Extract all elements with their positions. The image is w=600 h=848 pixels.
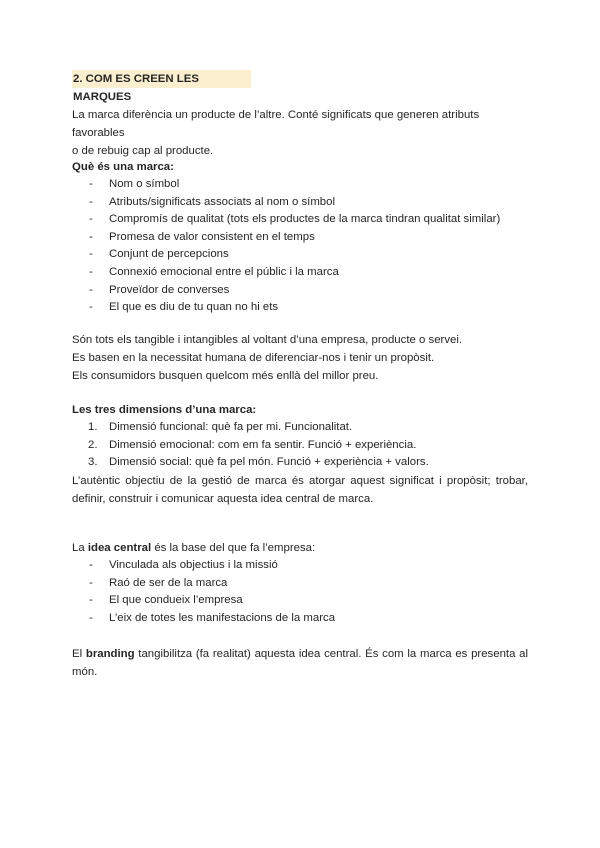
list-item: 1. Dimensió funcional: què fa per mi. Funcionalitat. — [88, 421, 353, 433]
dimensions-section — [72, 401, 528, 508]
list-item: - El que es diu de tu quan no hi ets — [89, 301, 279, 314]
branding-section — [72, 645, 528, 681]
what-is-title: Què és una marca: — [72, 161, 174, 173]
list-item: - Nom o símbol — [89, 178, 180, 190]
list-item: 3. Dimensió social: què fa pel món. Funció + experiència + valors. — [88, 456, 429, 469]
intro-paragraph — [72, 106, 528, 160]
what-is-list — [72, 176, 528, 317]
list-item: - Compromís de qualitat (tots els productes de la marca tindran qualitat similar) — [89, 213, 501, 226]
list-item: - L’eix de totes les manifestacions de la marca — [89, 611, 336, 624]
list-item: - Raó de ser de la marca — [89, 576, 228, 589]
list-item: - Conjunt de percepcions — [89, 248, 229, 261]
summary-line-2: Es basen en la necessitat humana de diferenciar-nos i tenir un propòsit. — [72, 352, 435, 364]
intro-line-1: La marca diferència un producte de l’altre. Conté significats que generen atributs favorables — [72, 109, 480, 139]
summary-line-1: Són tots els tangible i intangibles al voltant d’una empresa, producte o servei. — [72, 334, 463, 346]
list-item: - Proveïdor de converses — [89, 283, 230, 296]
list-item: - El que condueix l’empresa — [89, 594, 243, 607]
summary-paragraph — [72, 331, 528, 385]
summary-line-3: Els consumidors busquen quelcom més enllà del millor preu. — [72, 370, 379, 382]
what-is-section — [72, 158, 528, 317]
central-idea-list — [72, 557, 528, 627]
list-item: - Atributs/significats associats al nom o símbol — [89, 195, 336, 208]
list-item: - Promesa de valor consistent en el temps — [89, 230, 315, 243]
list-item: 2. Dimensió emocional: com em fa sentir. Funció + experiència. — [88, 438, 417, 451]
section-heading: 2. COM ES CREEN LES MARQUES — [72, 70, 251, 88]
list-item: - Connexió emocional entre el públic i la marca — [89, 265, 339, 278]
dimensions-list — [72, 419, 528, 472]
dimensions-title: Les tres dimensions d’una marca: — [72, 404, 257, 416]
central-idea-section — [72, 539, 528, 627]
objective-paragraph: L’autèntic objectiu de la gestió de marca és atorgar aquest significat i propòsit; trobar, definir, construir i comunicar aquesta idea central de marca. — [72, 474, 528, 505]
central-idea-intro: La idea central és la base del que fa l’empresa: — [72, 542, 316, 554]
branding-paragraph: El branding tangibilitza (fa realitat) aquesta idea central. És com la marca es presenta al món. — [72, 648, 528, 678]
intro-line-2: o de rebuig cap al producte. — [72, 145, 214, 157]
list-item: - Vinculada als objectius i la missió — [89, 559, 278, 571]
